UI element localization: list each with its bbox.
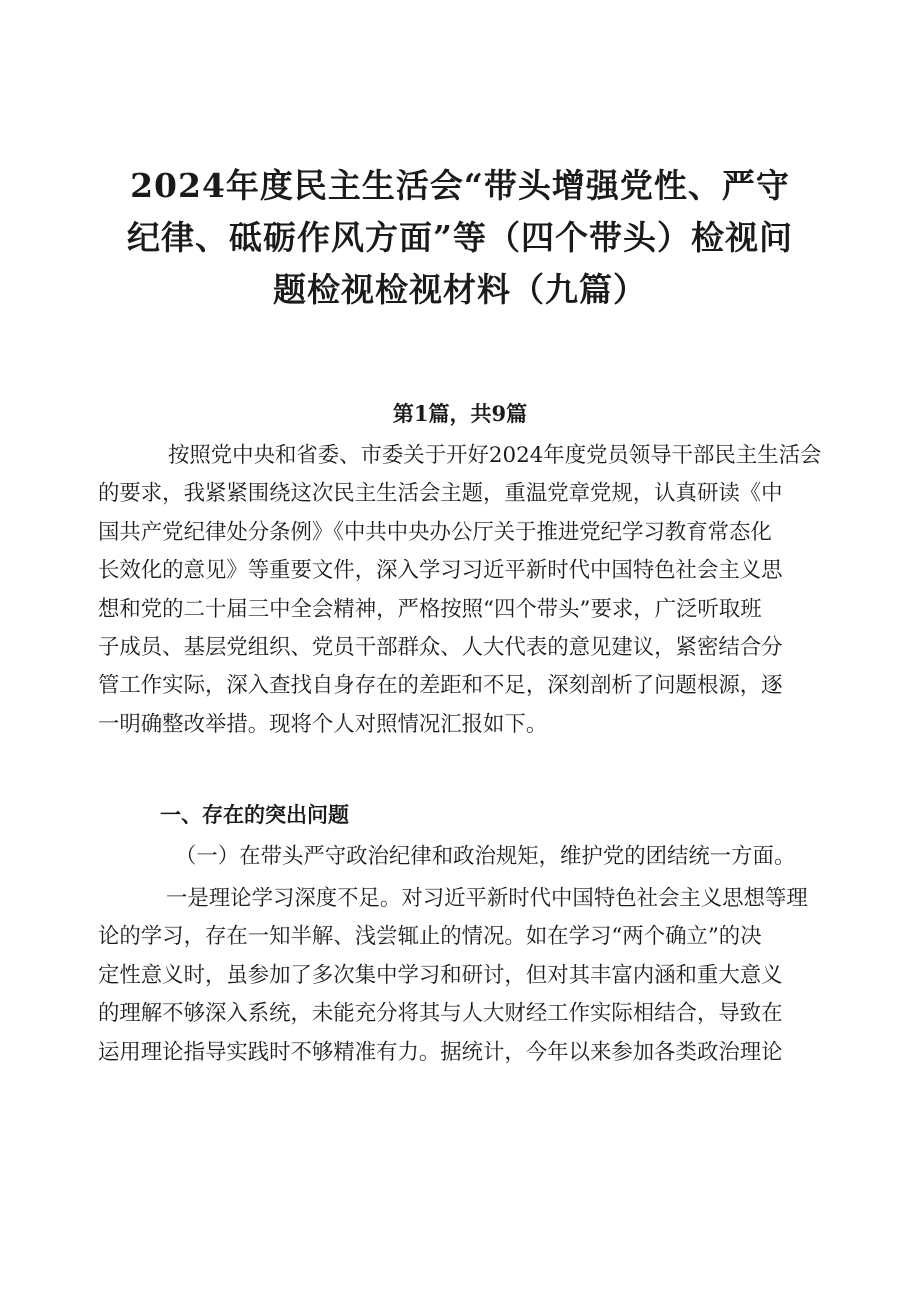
paragraph-line: 论的学习，存在一知半解、浅尝辄止的情况。如在学习“两个确立”的决 bbox=[98, 924, 762, 950]
paragraph-line: 定性意义时，虽参加了多次集中学习和研讨，但对其丰富内涵和重大意义 bbox=[98, 962, 783, 988]
paragraph-line: 运用理论指导实践时不够精准有力。据统计，今年以来参加各类政治理论 bbox=[98, 1039, 783, 1065]
paragraph-line: 国共产党纪律处分条例》《中共中央办公厅关于推进党纪学习教育常态化 bbox=[98, 519, 772, 545]
paragraph-line: 的要求，我紧紧围绕这次民主生活会主题，重温党章党规，认真研读《中 bbox=[98, 481, 783, 507]
document-title bbox=[120, 160, 800, 316]
paragraph-line: 长效化的意见》等重要文件，深入学习习近平新时代中国特色社会主义思 bbox=[98, 558, 783, 584]
paragraph-line: 一是理论学习深度不足。对习近平新时代中国特色社会主义思想等理 bbox=[166, 886, 808, 911]
part-counter: 第1篇，共9篇 bbox=[392, 401, 528, 426]
paragraph-line: 想和党的二十届三中全会精神，严格按照“四个带头”要求，广泛听取班 bbox=[98, 596, 762, 622]
title-line: 题检视检视材料（九篇） bbox=[273, 270, 647, 309]
paragraph-line: 的理解不够深入系统，未能充分将其与人大财经工作实际相结合，导致在 bbox=[98, 1001, 783, 1027]
section-heading: 一、存在的突出问题 bbox=[160, 803, 349, 827]
paragraph-line: 一明确整改举措。现将个人对照情况汇报如下。 bbox=[98, 711, 548, 737]
point-paragraph bbox=[98, 880, 823, 1072]
title-line: 纪律、砥砺作风方面”等（四个带头）检视问 bbox=[127, 218, 793, 257]
paragraph-line: 按照党中央和省委、市委关于开好2024年度党员领导干部民主生活会 bbox=[168, 443, 822, 468]
paragraph-line: 管工作实际，深入查找自身存在的差距和不足，深刻剖析了问题根源，逐 bbox=[98, 673, 783, 699]
paragraph-line: 子成员、基层党组织、党员干部群众、人大代表的意见建议，紧密结合分 bbox=[98, 635, 783, 661]
intro-paragraph bbox=[98, 437, 823, 744]
subsection-heading: （一）在带头严守政治纪律和政治规矩，维护党的团结统一方面。 bbox=[175, 844, 796, 869]
title-line: 2024年度民主生活会“带头增强党性、严守 bbox=[130, 166, 790, 205]
